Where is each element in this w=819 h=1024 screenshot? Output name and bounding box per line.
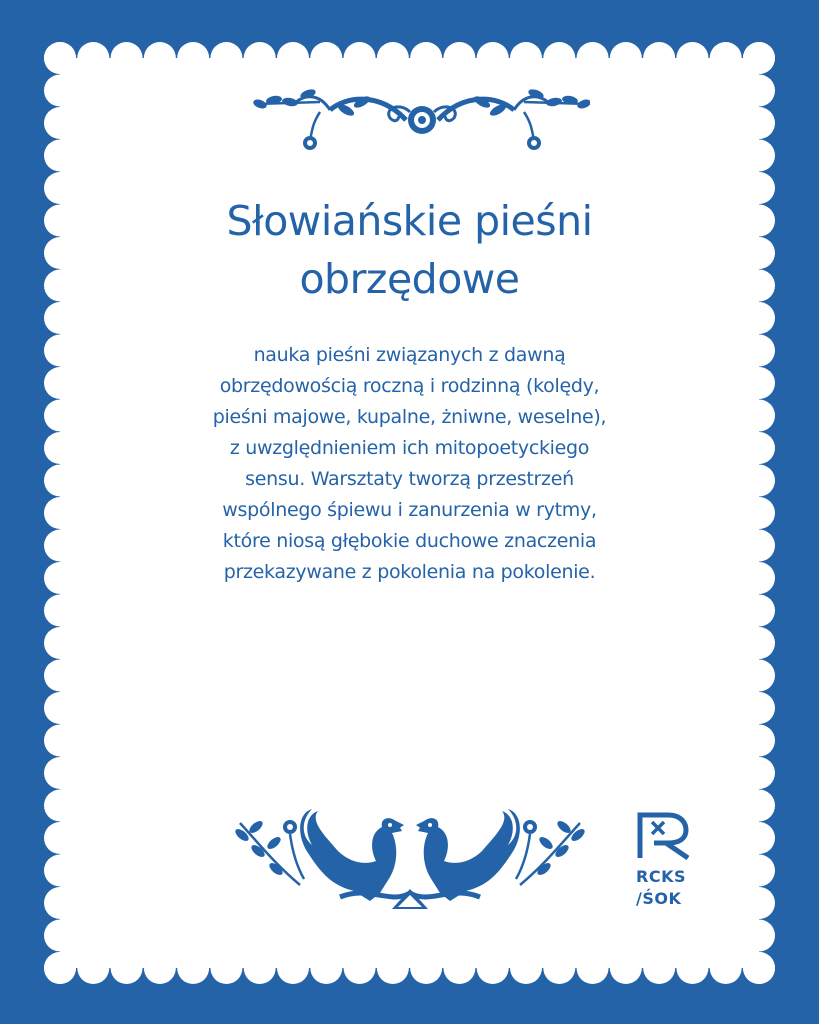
two-roosters-icon xyxy=(220,805,600,920)
floral-vine-icon xyxy=(250,88,590,158)
description-line: obrzędowością roczną i rodzinną (kolędy, xyxy=(219,375,600,397)
description-line: pieśni majowe, kupalne, żniwne, weselne), xyxy=(212,406,607,428)
description-line: które niosą głębokie duchowe znaczenia xyxy=(222,530,597,552)
description-line: sensu. Warsztaty tworzą przestrzeń xyxy=(245,468,574,490)
description-line: wspólnego śpiewu i zanurzenia w rytmy, xyxy=(222,499,597,521)
rcks-logo xyxy=(634,812,704,912)
description-line: z uwzględnieniem ich mitopoetyckiego xyxy=(229,437,590,459)
rx-logo-icon xyxy=(636,812,696,860)
description-line: nauka pieśni związanych z dawną xyxy=(253,344,566,366)
description-line: przekazywane z pokolenia na pokolenie. xyxy=(223,561,596,583)
title-line: obrzędowe xyxy=(299,255,520,303)
logo-text: /ŚOK xyxy=(636,889,682,908)
description xyxy=(110,340,709,588)
title-line: Słowiańskie pieśni xyxy=(226,197,593,245)
logo-text: RCKS xyxy=(636,867,686,886)
page-title xyxy=(60,192,759,308)
